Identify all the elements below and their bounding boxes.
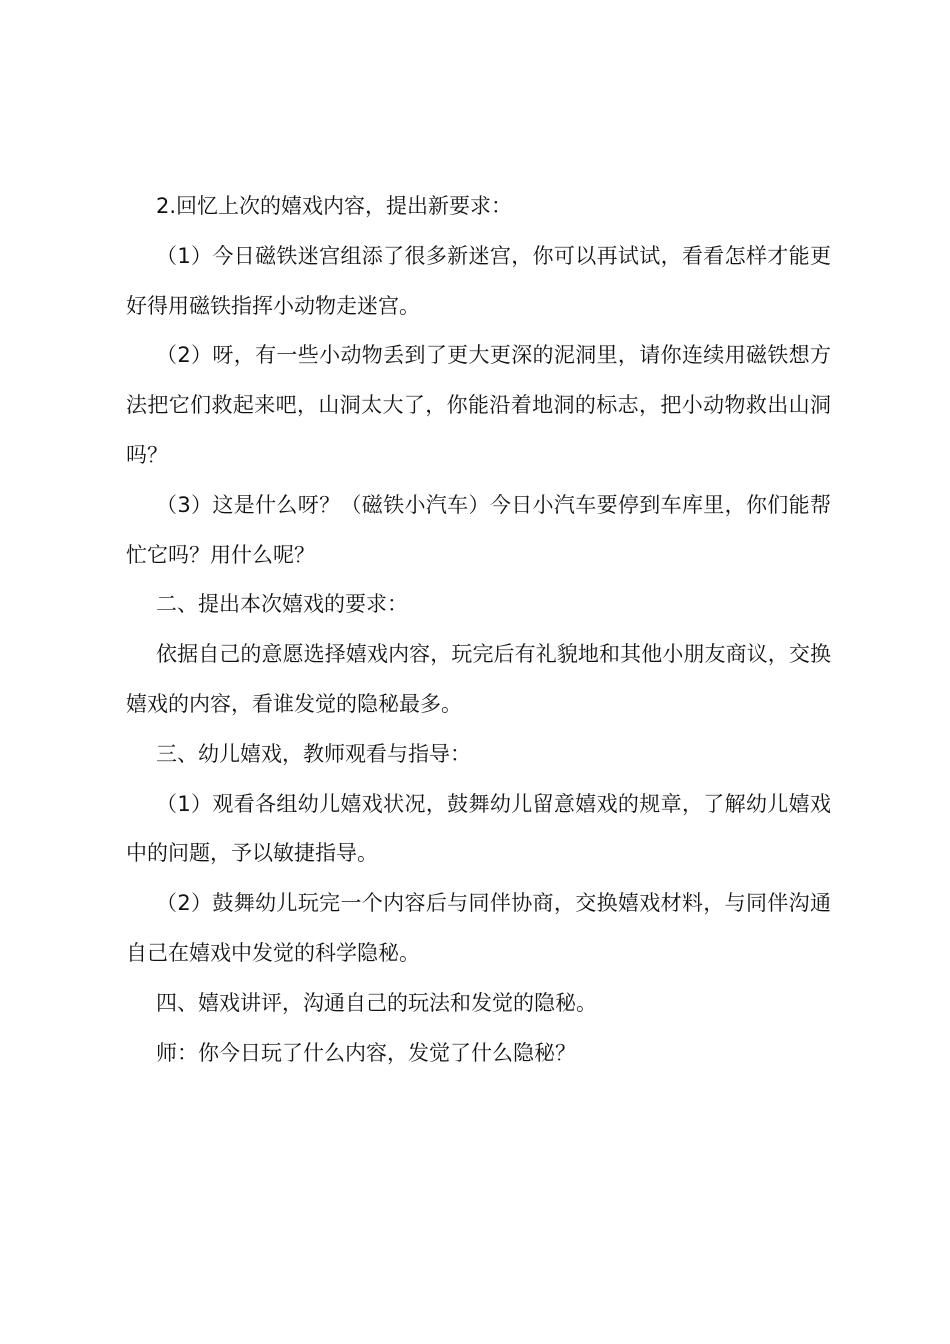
- section-heading-review: 四、嬉戏讲评，沟通自己的玩法和发觉的隐秘。: [156, 990, 597, 1015]
- document-body: [126, 182, 831, 1078]
- paragraph-item-exchange-materials: （2）鼓舞幼儿玩完一个内容后与同伴协商，交换嬉戏材料，与同伴沟通自己在嬉戏中发觉的科学隐秘。: [126, 891, 831, 965]
- paragraph-item-observe-groups: （1）观看各组幼儿嬉戏状况，鼓舞幼儿留意嬉戏的规章，了解幼儿嬉戏中的问题，予以敏捷指导。: [126, 791, 831, 866]
- paragraph-item-magnet-maze: （1）今日磁铁迷宫组添了很多新迷宫，你可以再试试，看看怎样才能更好得用磁铁指挥小动物走迷宫。: [126, 243, 831, 318]
- section-heading-children-play: 三、幼儿嬉戏，教师观看与指导：: [156, 741, 471, 766]
- paragraph-teacher-question: 师：你今日玩了什么内容，发觉了什么隐秘？: [156, 1040, 576, 1065]
- paragraph-item-mud-cave: （2）呀，有一些小动物丢到了更大更深的泥洞里，请你连续用磁铁想方法把它们救起来吧，山洞太大了，你能沿着地洞的标志，把小动物救出山洞吗？: [126, 343, 831, 467]
- paragraph-choose-content: 依据自己的意愿选择嬉戏内容，玩完后有礼貌地和其他小朋友商议，交换嬉戏的内容，看谁发觉的隐秘最多。: [126, 642, 831, 716]
- paragraph-review-previous-game: 2.回忆上次的嬉戏内容，提出新要求：: [156, 194, 513, 218]
- paragraph-item-magnet-car: （3）这是什么呀？（磁铁小汽车）今日小汽车要停到车库里，你们能帮忙它吗？用什么呢？: [126, 492, 831, 567]
- section-heading-requirements: 二、提出本次嬉戏的要求：: [156, 592, 408, 617]
